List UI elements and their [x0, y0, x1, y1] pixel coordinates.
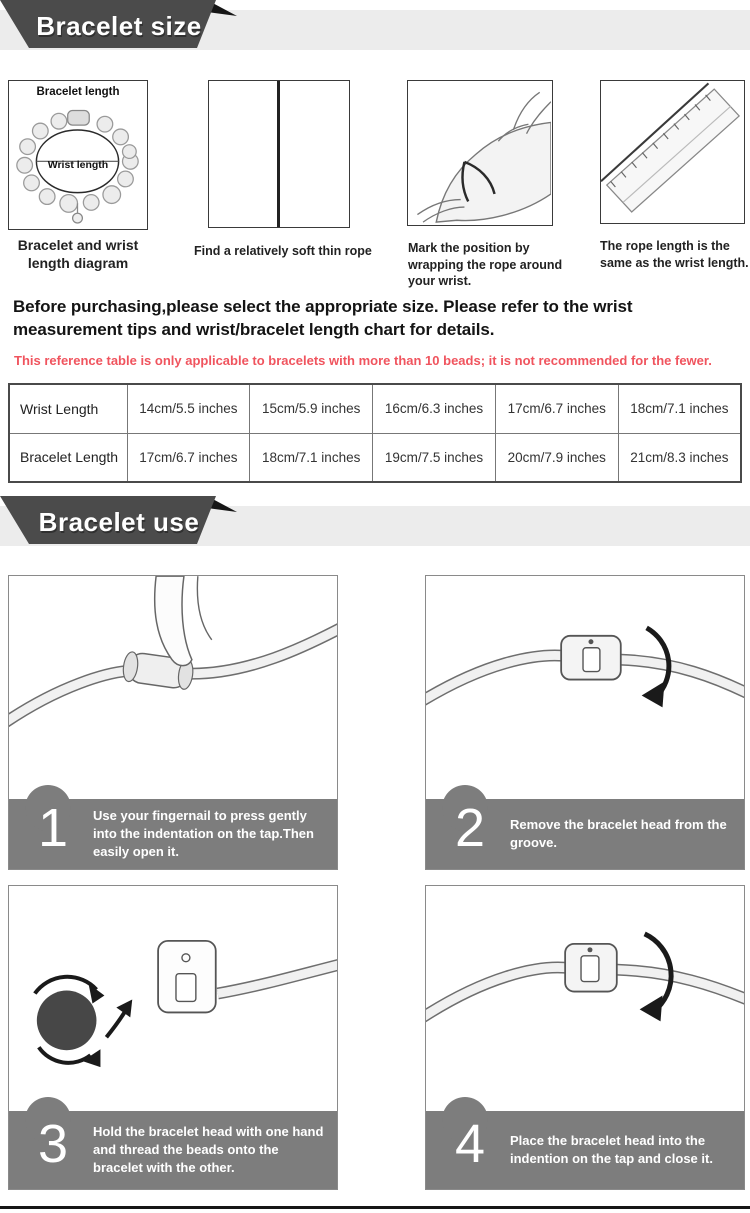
step1-caption-bar — [9, 799, 337, 869]
figure-bracelet-diagram — [8, 80, 148, 230]
table-row-header: Wrist Length — [9, 384, 127, 433]
use-banner-title: Bracelet use — [38, 506, 200, 537]
figure2-caption: Find a relatively soft thin rope — [194, 244, 372, 258]
table-cell: 17cm/6.7 inches — [127, 433, 250, 482]
step4-text: Place the bracelet head into the indention on the tap and close it. — [510, 1133, 713, 1166]
figure1-caption: Bracelet and wrist length diagram — [17, 237, 139, 272]
figure4-caption: The rope length is the same as the wrist length. — [600, 239, 749, 270]
step1-text: Use your fingernail to press gently into the indentation on the tap.Then easily open it. — [93, 808, 314, 859]
size-table — [8, 383, 742, 483]
step1-illustration — [9, 576, 337, 800]
bracelet-length-label: Bracelet length — [36, 86, 120, 98]
use-banner-ribbon — [0, 496, 240, 546]
table-row — [9, 433, 741, 482]
step-panel-3 — [8, 885, 338, 1190]
step4-number: 4 — [454, 1114, 486, 1174]
table-cell: 20cm/7.9 inches — [495, 433, 618, 482]
hand-wrapping-image — [408, 81, 551, 224]
step-panel-1 — [8, 575, 338, 870]
step3-text: Hold the bracelet head with one hand and thread the beads onto the bracelet with the other. — [93, 1124, 324, 1175]
table-row — [9, 384, 741, 433]
figure-ruler — [600, 80, 745, 224]
table-cell: 21cm/8.3 inches — [618, 433, 741, 482]
size-banner-title: Bracelet size — [36, 10, 202, 41]
step2-text: Remove the bracelet head from the groove. — [510, 817, 727, 850]
step3-caption-bar — [9, 1111, 337, 1189]
bottom-divider — [0, 1206, 750, 1209]
figure3-caption: Mark the position by wrapping the rope around your wrist. — [408, 241, 563, 288]
step2-caption-bar — [426, 799, 744, 869]
table-cell: 18cm/7.1 inches — [618, 384, 741, 433]
size-warning-text: This reference table is only applicable to bracelets with more than 10 beads; it is not recommended for the fewer. — [14, 353, 712, 368]
size-intro-text: Before purchasing,please select the appropriate size. Please refer to the wrist measurement tips and wrist/bracelet length chart for details. — [13, 297, 633, 340]
figure-rope — [208, 80, 350, 228]
table-cell: 14cm/5.5 inches — [127, 384, 250, 433]
step2-number: 2 — [454, 798, 486, 858]
rope-image — [277, 81, 280, 227]
step3-number: 3 — [37, 1114, 69, 1174]
figure-wrist-wrap — [407, 80, 553, 226]
wrist-length-label: Wrist length — [47, 159, 109, 171]
table-cell: 16cm/6.3 inches — [373, 384, 496, 433]
step3-illustration — [9, 886, 337, 1112]
step2-illustration — [426, 576, 744, 800]
size-banner-ribbon — [0, 0, 240, 50]
table-cell: 17cm/6.7 inches — [495, 384, 618, 433]
ruler-image — [601, 81, 743, 222]
table-row-header: Bracelet Length — [9, 433, 127, 482]
table-cell: 15cm/5.9 inches — [250, 384, 373, 433]
bracelet-diagram-image — [9, 81, 146, 228]
step-panel-2 — [425, 575, 745, 870]
table-cell: 19cm/7.5 inches — [373, 433, 496, 482]
step4-caption-bar — [426, 1111, 744, 1189]
step4-illustration — [426, 886, 744, 1112]
table-cell: 18cm/7.1 inches — [250, 433, 373, 482]
step-panel-4 — [425, 885, 745, 1190]
step1-number: 1 — [37, 798, 69, 858]
